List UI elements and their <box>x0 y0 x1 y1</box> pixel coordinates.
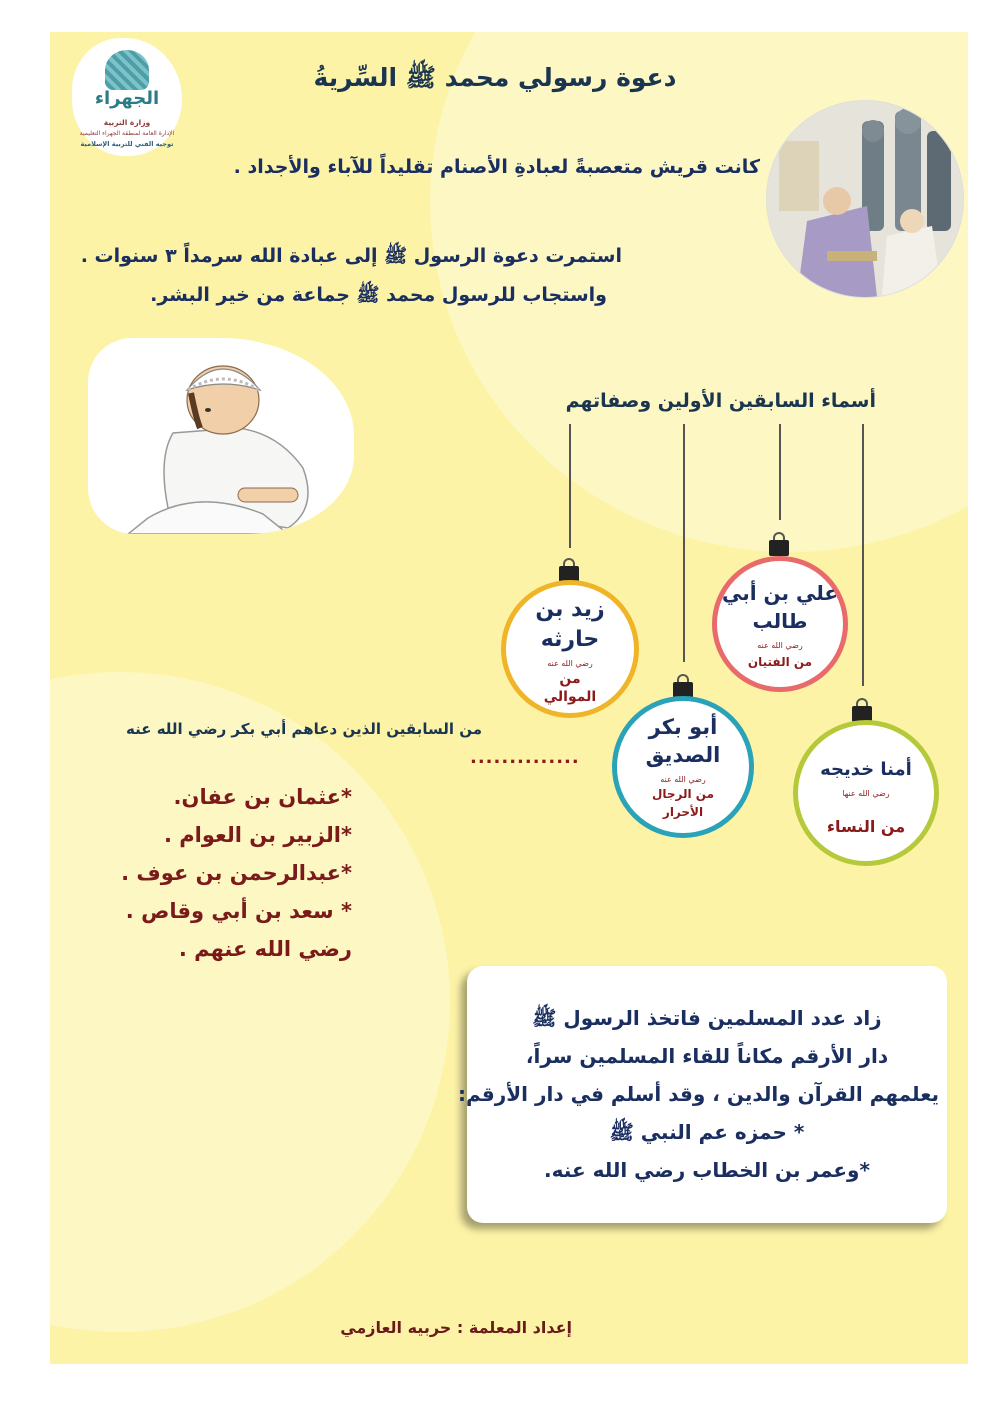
dotted-line: .............. <box>470 747 580 768</box>
ornament-honorific: رضي الله عنه <box>547 659 593 668</box>
mosque-dome-icon <box>105 50 149 90</box>
ornament-category: من الرجال <box>651 787 715 801</box>
praying-boy-illustration <box>88 338 354 534</box>
ornament-name: علي بن أبي <box>721 581 839 605</box>
logo-ministry: وزارة التربية <box>103 118 151 127</box>
boy-drawing <box>88 338 354 534</box>
abubakr-invitees-list <box>121 778 352 968</box>
idols-illustration <box>766 100 964 298</box>
ornament-khadija <box>793 720 939 866</box>
ornament-category: من النساء <box>826 817 906 836</box>
teacher-credit: إعداد المعلمة : حربيه العازمي <box>340 1318 572 1337</box>
ornament-name: زيد بن <box>535 597 605 622</box>
intro-quraysh: كانت قريش متعصبةً لعبادةِ الأصنام تقليداً للآباء والأجداد . <box>233 156 760 178</box>
binder-clip-icon <box>769 540 789 556</box>
ministry-logo <box>72 38 182 156</box>
dar-al-arqam-box <box>458 966 947 1223</box>
page-title: دعوة رسولي محمد ﷺ السِّريةُ <box>313 63 677 92</box>
logo-name: الجهراء <box>94 88 160 109</box>
arqam-line: * حمزه عم النبي ﷺ <box>609 1120 805 1144</box>
ornament-name: الصديق <box>645 743 721 767</box>
ornament-honorific: رضي الله عنه <box>660 775 706 784</box>
abubakr-invitees-heading: من السابقين الذين دعاهم أبي بكر رضي الله عنه <box>126 720 482 738</box>
ornament-category: الموالي <box>543 689 597 705</box>
ornament-abubakr <box>612 696 754 838</box>
ornament-name: أبو بكر <box>648 715 718 739</box>
arqam-line: دار الأرقم مكاناً للقاء المسلمين سراً، <box>525 1044 889 1068</box>
ornament-string <box>569 424 571 548</box>
arqam-line: زاد عدد المسلمين فاتخذ الرسول ﷺ <box>532 1006 882 1030</box>
ornament-string <box>779 424 781 520</box>
ornament-name: طالب <box>752 609 808 633</box>
background-circle <box>50 672 450 1332</box>
list-item: *الزبير بن العوام . <box>163 823 352 847</box>
ornament-name: حارثه <box>540 627 600 652</box>
ornament-ali <box>712 556 848 692</box>
logo-department: توجيه الفني للتربية الإسلامية <box>80 140 174 148</box>
list-item: * سعد بن أبي وقاص . <box>125 899 352 923</box>
list-item: *عبدالرحمن بن عوف . <box>121 861 352 885</box>
ornament-string <box>862 424 864 686</box>
intro-response: واستجاب للرسول محمد ﷺ جماعة من خير البشر. <box>150 284 607 306</box>
ornament-zaid <box>501 580 639 718</box>
arqam-line: يعلمهم القرآن والدين ، وقد أسلم في دار الأرقم: <box>458 1082 939 1106</box>
ornament-honorific: رضي الله عنها <box>842 789 890 798</box>
sabiqin-heading: أسماء السابقين الأولين وصفاتهم <box>565 390 876 412</box>
arqam-line: *وعمر بن الخطاب رضي الله عنه. <box>544 1158 870 1182</box>
idols-drawing <box>767 101 963 297</box>
ornament-name: أمنا خديجه <box>820 759 912 780</box>
list-item: رضي الله عنهم . <box>178 937 352 961</box>
ornament-category: الأحرار <box>662 805 704 819</box>
ornament-honorific: رضي الله عنه <box>757 641 803 650</box>
logo-directorate: الإدارة العامة لمنطقة الجهراء التعليمية <box>79 130 175 137</box>
intro-duration: استمرت دعوة الرسول ﷺ إلى عبادة الله سرمداً ٣ سنوات . <box>80 245 622 267</box>
ornament-string <box>683 424 685 662</box>
ornament-category: من الفتيان <box>747 655 813 669</box>
list-item: *عثمان بن عفان. <box>173 785 352 809</box>
ornament-category: من <box>559 671 581 687</box>
